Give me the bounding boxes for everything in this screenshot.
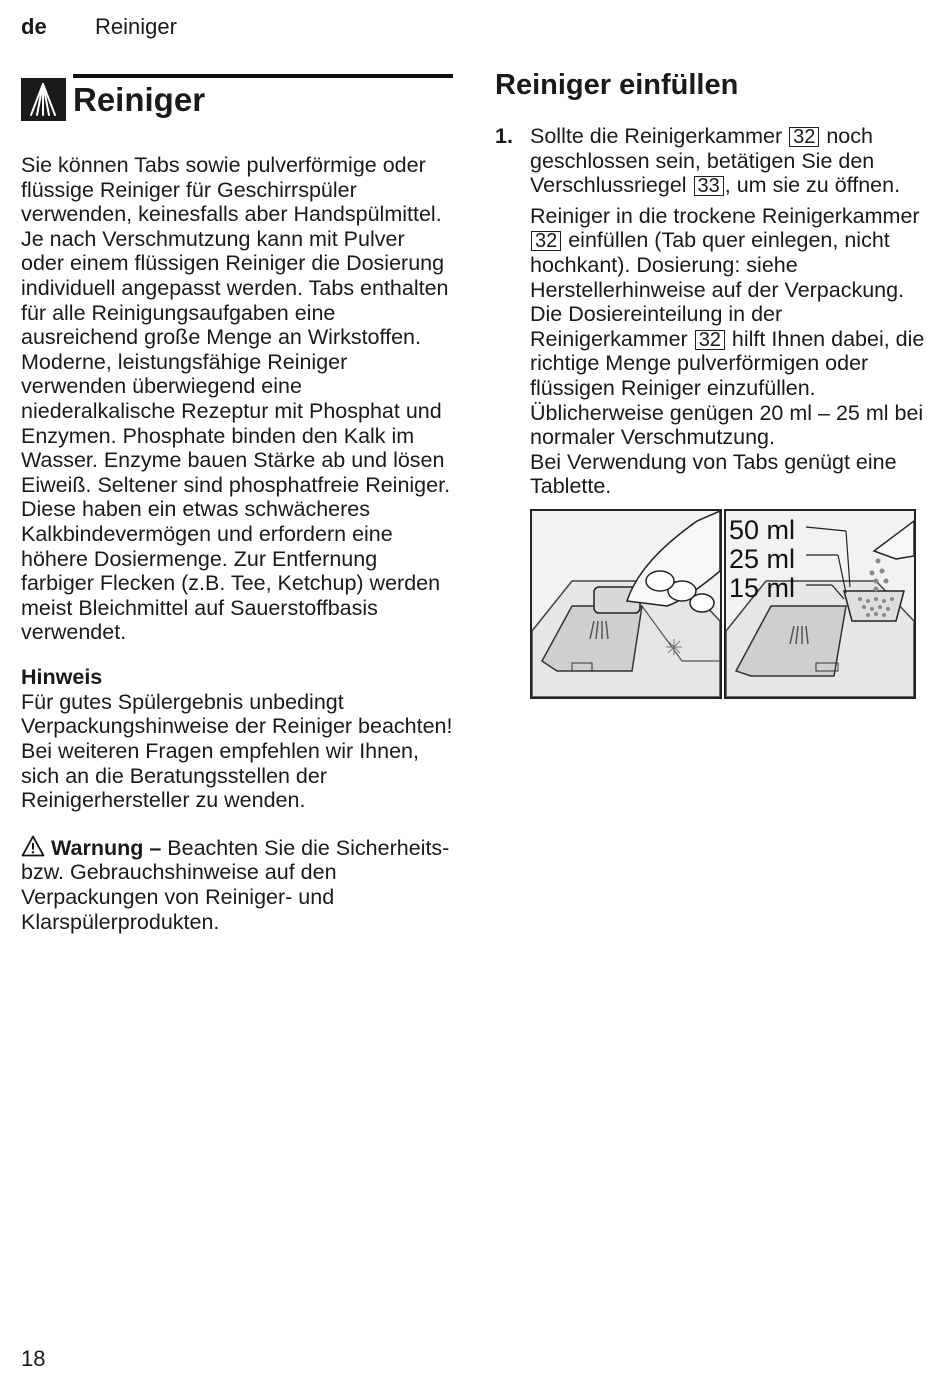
- warning-text: Beachten Sie die Sicherheits- bzw. Gebrauchshinweise auf den Verpackungen von Reiniger- und Klarspülerprodukten.: [21, 835, 450, 934]
- hint-paragraph-2: Bei weiteren Fragen empfehlen wir Ihnen, sich an die Beratungsstellen der Reinigerhersteller zu wenden.: [21, 739, 419, 813]
- ref-badge-32: 32: [789, 127, 819, 147]
- text-run: Bei Verwendung von Tabs genügt eine Tablette.: [530, 449, 897, 499]
- subsection-title: Reiniger einfüllen: [495, 69, 739, 101]
- page-header: [21, 14, 177, 40]
- language-code: de: [21, 14, 47, 39]
- text-run: noch geschlossen sein, betätigen Sie den Verschlussriegel: [530, 124, 875, 198]
- header-section-name: Reiniger: [95, 14, 177, 39]
- illustrations: [530, 509, 925, 699]
- text-run: Üblicherweise genügen 20 ml – 25 ml bei normaler Verschmutzung.: [530, 400, 924, 450]
- hint-heading: Hinweis: [21, 664, 103, 689]
- text-run: , um sie zu öffnen.: [724, 173, 901, 198]
- dosage-label-25: 25 ml: [729, 543, 796, 574]
- step-1: [495, 124, 925, 499]
- right-column: [495, 66, 925, 699]
- step-text-open: [530, 124, 925, 198]
- hint-paragraph-1: Für gutes Spülergebnis unbedingt Verpackungshinweise der Reiniger beachten!: [21, 689, 453, 739]
- section-title: Reiniger: [73, 81, 206, 118]
- warning-label: Warnung –: [51, 835, 162, 860]
- tab-insert-illustration: [530, 509, 722, 699]
- dosage-label-50: 50 ml: [729, 514, 796, 545]
- detergent-icon: [21, 78, 66, 121]
- text-run: Die Dosiereinteilung in der Reinigerkammer: [530, 302, 783, 351]
- text-run: hilft Ihnen dabei, die richtige Menge pulverförmigen oder flüssigen Reiniger einzufüllen.: [530, 326, 925, 400]
- ref-badge-32: 32: [695, 330, 725, 350]
- text-run: Sollte die Reinigerkammer: [530, 124, 789, 148]
- step-text-fill: [530, 204, 925, 499]
- step-number: 1.: [495, 124, 513, 148]
- powder-dosing-illustration: [724, 509, 916, 699]
- text-run: einfüllen (Tab quer einlegen, nicht hochkant). Dosierung: siehe Herstellerhinweise auf der Verpackung.: [530, 228, 905, 302]
- left-column: [21, 74, 453, 934]
- text-run: Reiniger in die trockene Reinigerkammer: [530, 203, 920, 228]
- section-heading: [21, 74, 453, 122]
- warning-triangle-icon: [21, 835, 45, 857]
- ref-badge-33: 33: [694, 176, 724, 196]
- heading-rule: [73, 74, 453, 78]
- warning-paragraph: [21, 835, 453, 934]
- ref-badge-32: 32: [531, 231, 561, 251]
- dosage-label-15: 15 ml: [729, 572, 796, 603]
- page-number: 18: [21, 1346, 46, 1371]
- intro-paragraph: Sie können Tabs sowie pulverförmige oder flüssige Reiniger für Geschirrspüler verwenden, keinesfalls aber Handspülmittel. Je nach Verschmutzung kann mit Pulver oder einem flüssigen Reiniger die Dosierung individuell angepasst werden. Tabs enthalten für alle Reinigungsaufgaben eine ausreichend große Menge an Wirkstoffen. Moderne, leistungsfähige Reiniger verwenden überwiegend eine niederalkalische Rezeptur mit Phosphat und Enzymen. Phosphate binden den Kalk im Wasser. Enzyme bauen Stärke ab und lösen Eiweiß. Seltener sind phosphatfreie Reiniger. Diese haben ein etwas schwächeres Kalkbindevermögen und erfordern eine höhere Dosiermenge. Zur Entfernung farbiger Flecken (z.B. Tee, Ketchup) werden meist Bleichmittel auf Sauerstoffbasis verwendet.: [21, 153, 451, 645]
